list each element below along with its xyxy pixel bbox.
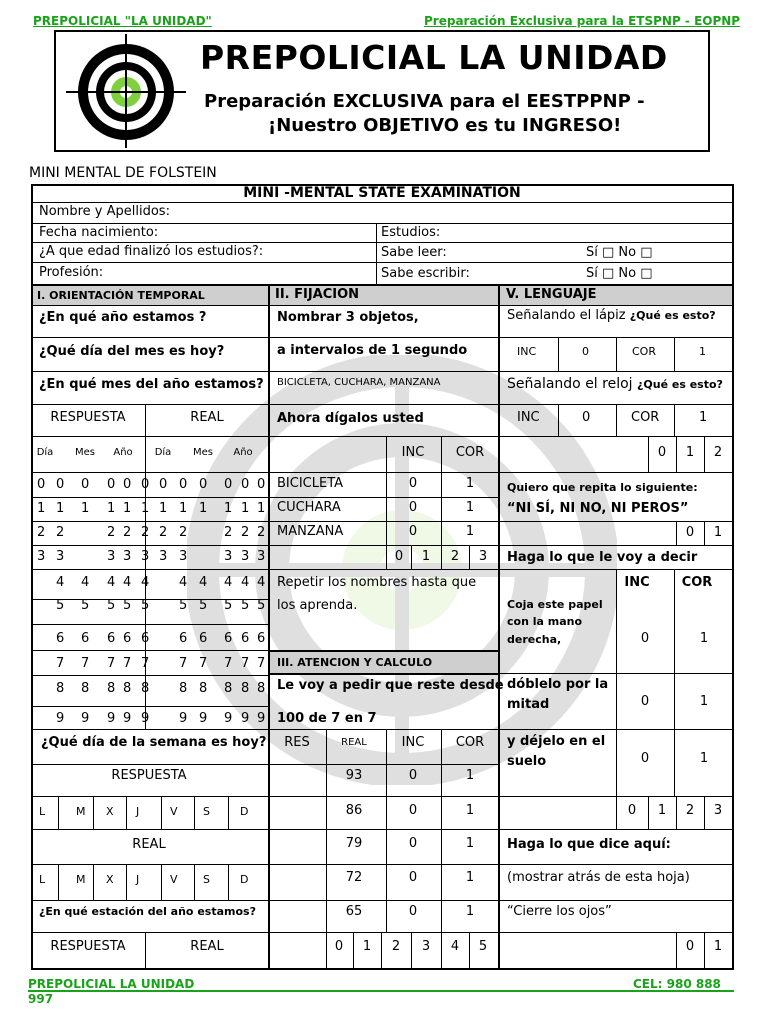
- date-digit-cell[interactable]: 6: [141, 631, 150, 646]
- form-title: MINI -MENTAL STATE EXAMINATION: [243, 185, 521, 201]
- date-digit-cell[interactable]: 1: [257, 501, 266, 516]
- atencion-score[interactable]: 4: [450, 939, 460, 954]
- date-digit-cell[interactable]: 0: [257, 477, 266, 492]
- date-digit-cell[interactable]: 2: [37, 525, 46, 540]
- date-digit-cell[interactable]: 8: [141, 681, 150, 696]
- date-digit-cell[interactable]: 9: [123, 711, 132, 726]
- label-sabe-escribir: Sabe escribir:: [381, 266, 470, 281]
- section-orientacion: I. ORIENTACIÓN TEMPORAL: [37, 289, 205, 302]
- date-digit-cell[interactable]: 5: [224, 598, 233, 613]
- date-digit-cell[interactable]: 7: [141, 656, 150, 671]
- weekday-option[interactable]: X: [106, 805, 114, 818]
- weekday-option[interactable]: D: [240, 873, 249, 886]
- date-col-header: Año: [233, 447, 253, 458]
- decir-score-2[interactable]: 2: [685, 803, 695, 818]
- fijacion-score[interactable]: 1: [421, 549, 431, 564]
- decir-cor-header: COR: [681, 575, 713, 590]
- atencion-inc-value[interactable]: 0: [408, 870, 418, 885]
- date-digit-cell[interactable]: 6: [179, 631, 188, 646]
- deje-cor-value[interactable]: 1: [699, 751, 709, 766]
- lapiz-question: ¿Qué es esto?: [629, 309, 716, 322]
- lapiz-label: [507, 308, 716, 324]
- section-atencion: III. ATENCION Y CALCULO: [277, 656, 433, 669]
- atencion-res-header: RES: [284, 735, 310, 750]
- fijacion-inc-value[interactable]: 0: [408, 476, 418, 491]
- season-real: REAL: [190, 939, 224, 954]
- date-digit-cell[interactable]: 3: [224, 549, 233, 564]
- label-fecha-nacimiento: Fecha nacimiento:: [39, 225, 159, 240]
- atencion-score[interactable]: 0: [334, 939, 344, 954]
- fijacion-cor-header: COR: [455, 445, 485, 460]
- atencion-cor-value[interactable]: 1: [465, 836, 475, 851]
- date-digit-cell[interactable]: 4: [224, 575, 233, 590]
- date-digit-cell[interactable]: 2: [107, 525, 116, 540]
- date-digit-cell[interactable]: 1: [241, 501, 250, 516]
- lenguaje-score-1a[interactable]: 1: [685, 445, 695, 460]
- banner-line2: ¡Nuestro OBJETIVO es tu INGRESO!: [268, 115, 622, 136]
- label-sabe-leer: Sabe leer:: [381, 245, 447, 260]
- date-digit-cell[interactable]: 0: [37, 477, 46, 492]
- date-digit-cell[interactable]: 6: [56, 631, 65, 646]
- date-digit-cell[interactable]: 7: [241, 656, 250, 671]
- date-col-header: Día: [36, 447, 54, 458]
- weekday-option[interactable]: M: [76, 805, 86, 818]
- date-digit-cell[interactable]: 7: [179, 656, 188, 671]
- deje-line1: y déjelo en el: [507, 734, 606, 749]
- lapiz-text: Señalando el lápiz: [507, 308, 626, 323]
- date-digit-cell[interactable]: 1: [81, 501, 90, 516]
- coja-inc-value[interactable]: 0: [640, 631, 650, 646]
- atencion-real-value: 72: [345, 870, 363, 885]
- weekday-option[interactable]: D: [240, 805, 249, 818]
- date-digit-cell[interactable]: 3: [179, 549, 188, 564]
- reloj-text: Señalando el reloj: [507, 376, 633, 392]
- date-digit-cell[interactable]: 0: [123, 477, 132, 492]
- fijacion-inc-value[interactable]: 0: [408, 524, 418, 539]
- atencion-score[interactable]: 1: [362, 939, 372, 954]
- lenguaje-repita: Quiero que repita lo siguiente:: [507, 481, 698, 494]
- date-digit-cell[interactable]: 6: [81, 631, 90, 646]
- frase-score-0[interactable]: 0: [685, 525, 695, 540]
- date-digit-cell[interactable]: 6: [199, 631, 208, 646]
- footer-left-number: 997: [28, 992, 54, 1006]
- date-digit-cell[interactable]: 3: [257, 549, 266, 564]
- date-digit-cell[interactable]: 9: [141, 711, 150, 726]
- atencion-cor-value[interactable]: 1: [465, 870, 475, 885]
- weekday-option[interactable]: V: [170, 805, 178, 818]
- atencion-inc-value[interactable]: 0: [408, 904, 418, 919]
- coja-line3: derecha,: [507, 633, 562, 646]
- weekday-respuesta: RESPUESTA: [111, 768, 187, 783]
- doble-inc-value[interactable]: 0: [640, 694, 650, 709]
- lenguaje-score-2a[interactable]: 2: [713, 445, 723, 460]
- date-digit-cell[interactable]: 2: [123, 525, 132, 540]
- cierre-score-1[interactable]: 1: [713, 939, 723, 954]
- date-digit-cell[interactable]: 0: [224, 477, 233, 492]
- date-digit-cell[interactable]: 5: [241, 598, 250, 613]
- footer-left: PREPOLICIAL LA UNIDAD: [28, 977, 195, 991]
- sabe-escribir-options[interactable]: Sí □ No □: [586, 266, 653, 281]
- date-digit-cell[interactable]: 3: [159, 549, 168, 564]
- atencion-line2: 100 de 7 en 7: [277, 711, 377, 726]
- date-digit-cell[interactable]: 9: [107, 711, 116, 726]
- doble-cor-value[interactable]: 1: [699, 694, 709, 709]
- date-digit-cell[interactable]: 1: [159, 501, 168, 516]
- date-digit-cell[interactable]: 7: [199, 656, 208, 671]
- date-digit-cell[interactable]: 5: [141, 598, 150, 613]
- atencion-real-value: 65: [345, 904, 363, 919]
- date-digit-cell[interactable]: 5: [179, 598, 188, 613]
- date-digit-cell[interactable]: 5: [81, 598, 90, 613]
- reloj-cor: COR: [631, 410, 660, 425]
- date-digit-cell[interactable]: 6: [123, 631, 132, 646]
- date-digit-cell[interactable]: 4: [56, 575, 65, 590]
- date-digit-cell[interactable]: 7: [123, 656, 132, 671]
- fijacion-score[interactable]: 0: [394, 549, 404, 564]
- date-digit-cell[interactable]: 7: [257, 656, 266, 671]
- label-nombre: Nombre y Apellidos:: [39, 204, 170, 219]
- date-digit-cell[interactable]: 0: [107, 477, 116, 492]
- label-respuesta: RESPUESTA: [50, 410, 126, 425]
- atencion-real-value: 86: [345, 803, 363, 818]
- mmse-form: [31, 184, 734, 970]
- date-digit-cell[interactable]: 0: [179, 477, 188, 492]
- date-digit-cell[interactable]: 3: [141, 549, 150, 564]
- fijacion-score[interactable]: 3: [478, 549, 488, 564]
- weekday-option[interactable]: S: [203, 805, 210, 818]
- date-digit-cell[interactable]: 2: [224, 525, 233, 540]
- label-estudios: Estudios:: [381, 225, 441, 240]
- deje-line2: suelo: [507, 754, 547, 769]
- fijacion-cor-value[interactable]: 1: [465, 500, 475, 515]
- fijacion-cor-value[interactable]: 1: [465, 524, 475, 539]
- weekday-option[interactable]: X: [106, 873, 114, 886]
- date-digit-cell[interactable]: 9: [257, 711, 266, 726]
- fijacion-repetir1: Repetir los nombres hasta que: [277, 575, 477, 590]
- date-digit-cell[interactable]: 8: [199, 681, 208, 696]
- header-right: Preparación Exclusiva para la ETSPNP - EOPNP: [424, 14, 741, 28]
- weekday-option[interactable]: J: [136, 805, 140, 818]
- label-real: REAL: [190, 410, 224, 425]
- lapiz-one[interactable]: 1: [699, 345, 706, 358]
- fijacion-line2: a intervalos de 1 segundo: [277, 343, 468, 358]
- fijacion-cor-value[interactable]: 1: [465, 476, 475, 491]
- label-profesion: Profesión:: [39, 265, 104, 280]
- date-col-header: Día: [154, 447, 172, 458]
- date-digit-cell[interactable]: 9: [241, 711, 250, 726]
- date-digit-cell[interactable]: 6: [257, 631, 266, 646]
- date-digit-cell[interactable]: 2: [241, 525, 250, 540]
- weekday-option[interactable]: M: [76, 873, 86, 886]
- coja-line1: Coja este papel: [507, 598, 603, 611]
- decir-score-3[interactable]: 3: [713, 803, 723, 818]
- weekday-option[interactable]: L: [39, 805, 46, 818]
- date-digit-cell[interactable]: 3: [37, 549, 46, 564]
- date-digit-cell[interactable]: 2: [141, 525, 150, 540]
- section-fijacion: II. FIJACION: [275, 287, 360, 302]
- atencion-cor-value[interactable]: 1: [465, 768, 475, 783]
- weekday-option[interactable]: J: [136, 873, 140, 886]
- date-digit-cell[interactable]: 9: [81, 711, 90, 726]
- date-digit-cell[interactable]: 8: [179, 681, 188, 696]
- date-col-header: Año: [113, 447, 133, 458]
- banner-title: PREPOLICIAL LA UNIDAD: [200, 38, 668, 77]
- sabe-leer-options[interactable]: Sí □ No □: [586, 245, 653, 260]
- fijacion-item: BICICLETA: [277, 476, 344, 491]
- date-digit-cell[interactable]: 8: [81, 681, 90, 696]
- date-digit-cell[interactable]: 9: [199, 711, 208, 726]
- atencion-real-value: 79: [345, 836, 363, 851]
- lenguaje-decir: Haga lo que le voy a decir: [507, 550, 698, 565]
- footer-phone: CEL: 980 888: [633, 977, 721, 991]
- lenguaje-score-0a[interactable]: 0: [657, 445, 667, 460]
- fijacion-repetir2: los aprenda.: [277, 598, 358, 613]
- atencion-cor-value[interactable]: 1: [465, 904, 475, 919]
- date-digit-cell[interactable]: 1: [123, 501, 132, 516]
- target-logo-icon: [62, 32, 190, 150]
- date-digit-cell[interactable]: 3: [107, 549, 116, 564]
- date-digit-cell[interactable]: 9: [224, 711, 233, 726]
- reloj-inc: INC: [517, 410, 540, 425]
- date-digit-cell[interactable]: 8: [123, 681, 132, 696]
- q-month: ¿En qué mes del año estamos?: [39, 377, 264, 392]
- lenguaje-mostrar: (mostrar atrás de esta hoja): [507, 870, 690, 885]
- lenguaje-dice: Haga lo que dice aquí:: [507, 837, 671, 852]
- date-digit-cell[interactable]: 6: [241, 631, 250, 646]
- frase-score-1[interactable]: 1: [713, 525, 723, 540]
- q-season: ¿En qué estación del año estamos?: [39, 905, 256, 918]
- date-col-header: Mes: [193, 447, 213, 458]
- date-digit-cell[interactable]: 9: [56, 711, 65, 726]
- q-weekday: ¿Qué día de la semana es hoy?: [41, 735, 267, 750]
- lapiz-zero[interactable]: 0: [582, 345, 589, 358]
- atencion-score[interactable]: 3: [421, 939, 431, 954]
- date-digit-cell[interactable]: 5: [107, 598, 116, 613]
- date-digit-cell[interactable]: 5: [123, 598, 132, 613]
- atencion-score[interactable]: 2: [391, 939, 401, 954]
- date-digit-cell[interactable]: 3: [123, 549, 132, 564]
- fijacion-score[interactable]: 2: [450, 549, 460, 564]
- date-digit-cell[interactable]: 5: [257, 598, 266, 613]
- date-digit-cell[interactable]: 4: [257, 575, 266, 590]
- decir-inc-header: INC: [624, 575, 650, 590]
- date-digit-cell[interactable]: 7: [56, 656, 65, 671]
- fijacion-line1: Nombrar 3 objetos,: [277, 310, 419, 325]
- date-digit-cell[interactable]: 6: [224, 631, 233, 646]
- q-year: ¿En qué año estamos ?: [39, 310, 207, 325]
- doble-line2: mitad: [507, 697, 550, 712]
- date-digit-cell[interactable]: 7: [81, 656, 90, 671]
- decir-score-0[interactable]: 0: [627, 803, 637, 818]
- weekday-option[interactable]: L: [39, 873, 46, 886]
- date-digit-cell[interactable]: 7: [224, 656, 233, 671]
- date-digit-cell[interactable]: 4: [241, 575, 250, 590]
- date-digit-cell[interactable]: 1: [37, 501, 46, 516]
- date-digit-cell[interactable]: 4: [199, 575, 208, 590]
- date-digit-cell[interactable]: 0: [199, 477, 208, 492]
- weekday-option[interactable]: S: [203, 873, 210, 886]
- date-digit-cell[interactable]: 5: [199, 598, 208, 613]
- date-digit-cell[interactable]: 4: [179, 575, 188, 590]
- date-digit-cell[interactable]: 4: [123, 575, 132, 590]
- lapiz-cor: COR: [632, 345, 656, 358]
- cierre-score-0[interactable]: 0: [685, 939, 695, 954]
- coja-cor-value[interactable]: 1: [699, 631, 709, 646]
- fijacion-item: MANZANA: [277, 524, 344, 539]
- date-digit-cell[interactable]: 8: [224, 681, 233, 696]
- date-digit-cell[interactable]: 1: [107, 501, 116, 516]
- season-respuesta: RESPUESTA: [50, 939, 126, 954]
- reloj-question: ¿Qué es esto?: [637, 378, 723, 391]
- lapiz-inc: INC: [517, 345, 537, 358]
- fijacion-ahora: Ahora dígalos usted: [277, 411, 424, 426]
- atencion-real-header: REAL: [341, 737, 367, 748]
- fijacion-objects: BICICLETA, CUCHARA, MANZANA: [277, 377, 441, 388]
- reloj-label: [507, 376, 723, 393]
- doble-line1: dóblelo por la: [507, 677, 609, 692]
- atencion-cor-value[interactable]: 1: [465, 803, 475, 818]
- doc-title: MINI MENTAL DE FOLSTEIN: [29, 165, 217, 181]
- banner-line1: Preparación EXCLUSIVA para el EESTPPNP -: [204, 91, 645, 112]
- atencion-real-value: 93: [345, 768, 363, 783]
- date-digit-cell[interactable]: 1: [141, 501, 150, 516]
- date-digit-cell[interactable]: 5: [56, 598, 65, 613]
- section-lenguaje: V. LENGUAJE: [506, 287, 597, 302]
- weekday-real: REAL: [132, 837, 166, 852]
- date-digit-cell[interactable]: 9: [179, 711, 188, 726]
- decir-score-1[interactable]: 1: [657, 803, 667, 818]
- reloj-one[interactable]: 1: [699, 410, 708, 425]
- date-digit-cell[interactable]: 0: [56, 477, 65, 492]
- coja-line2: con la mano: [507, 615, 583, 628]
- atencion-cor-header: COR: [455, 735, 485, 750]
- date-digit-cell[interactable]: 1: [56, 501, 65, 516]
- date-digit-cell[interactable]: 2: [257, 525, 266, 540]
- label-edad-estudios: ¿A que edad finalizó los estudios?:: [39, 244, 264, 259]
- fijacion-inc-value[interactable]: 0: [408, 500, 418, 515]
- date-digit-cell[interactable]: 3: [241, 549, 250, 564]
- date-digit-cell[interactable]: 2: [56, 525, 65, 540]
- deje-inc-value[interactable]: 0: [640, 751, 650, 766]
- date-digit-cell[interactable]: 0: [159, 477, 168, 492]
- fijacion-inc-header: INC: [401, 445, 425, 460]
- date-digit-cell[interactable]: 0: [141, 477, 150, 492]
- header-left: PREPOLICIAL "LA UNIDAD": [33, 14, 212, 28]
- reloj-zero[interactable]: 0: [582, 410, 591, 425]
- date-digit-cell[interactable]: 0: [241, 477, 250, 492]
- lenguaje-cierre: “Cierre los ojos”: [507, 904, 612, 919]
- date-digit-cell[interactable]: 4: [81, 575, 90, 590]
- date-digit-cell[interactable]: 4: [107, 575, 116, 590]
- date-digit-cell[interactable]: 2: [179, 525, 188, 540]
- atencion-score[interactable]: 5: [478, 939, 488, 954]
- weekday-option[interactable]: V: [170, 873, 178, 886]
- date-digit-cell[interactable]: 0: [81, 477, 90, 492]
- date-digit-cell[interactable]: 1: [199, 501, 208, 516]
- atencion-inc-value[interactable]: 0: [408, 768, 418, 783]
- date-digit-cell[interactable]: 3: [56, 549, 65, 564]
- fijacion-item: CUCHARA: [277, 500, 341, 515]
- date-digit-cell[interactable]: 1: [179, 501, 188, 516]
- date-col-header: Mes: [75, 447, 95, 458]
- atencion-inc-value[interactable]: 0: [408, 803, 418, 818]
- atencion-inc-header: INC: [401, 735, 425, 750]
- date-digit-cell[interactable]: 8: [107, 681, 116, 696]
- lenguaje-frase: “NI SÍ, NI NO, NI PEROS”: [507, 501, 689, 516]
- date-digit-cell[interactable]: 2: [159, 525, 168, 540]
- date-digit-cell[interactable]: 8: [257, 681, 266, 696]
- atencion-line1: Le voy a pedir que reste desde: [277, 678, 504, 693]
- date-digit-cell[interactable]: 7: [107, 656, 116, 671]
- date-digit-cell[interactable]: 8: [56, 681, 65, 696]
- date-digit-cell[interactable]: 1: [224, 501, 233, 516]
- q-day: ¿Qué día del mes es hoy?: [39, 344, 225, 359]
- date-digit-cell[interactable]: 4: [141, 575, 150, 590]
- atencion-inc-value[interactable]: 0: [408, 836, 418, 851]
- date-digit-cell[interactable]: 8: [241, 681, 250, 696]
- date-digit-cell[interactable]: 6: [107, 631, 116, 646]
